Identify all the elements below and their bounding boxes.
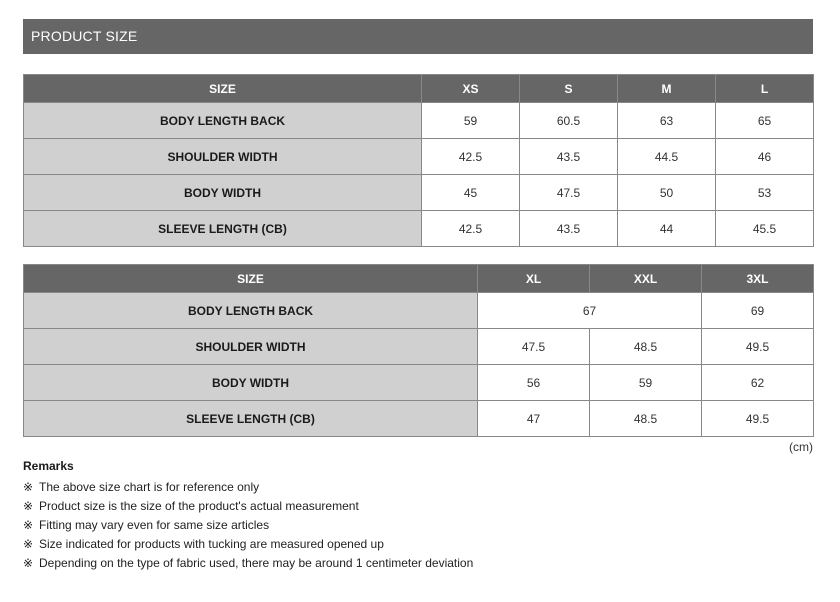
table-cell-merged: 67 (478, 293, 702, 329)
reference-mark-icon: ※ (23, 480, 34, 494)
table-row (24, 103, 814, 139)
table-row (24, 175, 814, 211)
table-row (24, 401, 814, 437)
table-row (24, 329, 814, 365)
table-cell: 48.5 (590, 401, 702, 437)
table-cell: 43.5 (520, 211, 618, 247)
table-row (24, 365, 814, 401)
table-cell: 69 (702, 293, 814, 329)
page-title: PRODUCT SIZE (23, 19, 813, 54)
table-cell: 42.5 (422, 139, 520, 175)
remark-text: Size indicated for products with tucking are measured opened up (39, 537, 384, 551)
table-cell: 46 (716, 139, 814, 175)
list-item (23, 554, 813, 573)
table-cell: 47 (478, 401, 590, 437)
row-label: BODY LENGTH BACK (24, 103, 422, 139)
table-cell: 42.5 (422, 211, 520, 247)
table-row (24, 293, 814, 329)
row-label: SLEEVE LENGTH (CB) (24, 211, 422, 247)
table-cell: 44 (618, 211, 716, 247)
reference-mark-icon: ※ (23, 518, 34, 532)
remarks-title: Remarks (23, 459, 74, 473)
table-cell: 45 (422, 175, 520, 211)
table-header-row (24, 265, 814, 293)
remarks-section (23, 459, 813, 573)
table-cell: 59 (590, 365, 702, 401)
table-cell: 53 (716, 175, 814, 211)
table-header-row (24, 75, 814, 103)
table-cell: 63 (618, 103, 716, 139)
table-row (24, 139, 814, 175)
row-label: SLEEVE LENGTH (CB) (24, 401, 478, 437)
table-cell: 49.5 (702, 329, 814, 365)
size-column-header: SIZE (24, 75, 422, 103)
table-row (24, 211, 814, 247)
table-cell: 47.5 (520, 175, 618, 211)
size-header-m: M (618, 75, 716, 103)
table-cell: 43.5 (520, 139, 618, 175)
remark-text: Depending on the type of fabric used, there may be around 1 centimeter deviation (39, 556, 474, 570)
row-label: SHOULDER WIDTH (24, 139, 422, 175)
table-cell: 56 (478, 365, 590, 401)
remarks-list (23, 478, 813, 573)
row-label: BODY WIDTH (24, 365, 478, 401)
size-header-3xl: 3XL (702, 265, 814, 293)
list-item (23, 478, 813, 497)
size-table-xl-3xl (23, 264, 814, 437)
unit-label: (cm) (789, 440, 813, 454)
size-header-l: L (716, 75, 814, 103)
table-cell: 65 (716, 103, 814, 139)
list-item (23, 497, 813, 516)
table-cell: 50 (618, 175, 716, 211)
list-item (23, 535, 813, 554)
size-table-xs-l (23, 74, 814, 247)
size-header-xs: XS (422, 75, 520, 103)
reference-mark-icon: ※ (23, 556, 34, 570)
remark-text: Product size is the size of the product's actual measurement (39, 499, 359, 513)
table-cell: 47.5 (478, 329, 590, 365)
size-header-xl: XL (478, 265, 590, 293)
table-cell: 62 (702, 365, 814, 401)
table-cell: 45.5 (716, 211, 814, 247)
remark-text: The above size chart is for reference only (39, 480, 260, 494)
list-item (23, 516, 813, 535)
table-cell: 60.5 (520, 103, 618, 139)
row-label: BODY WIDTH (24, 175, 422, 211)
reference-mark-icon: ※ (23, 499, 34, 513)
table-cell: 44.5 (618, 139, 716, 175)
table-cell: 49.5 (702, 401, 814, 437)
remark-text: Fitting may vary even for same size articles (39, 518, 270, 532)
size-column-header: SIZE (24, 265, 478, 293)
reference-mark-icon: ※ (23, 537, 34, 551)
size-header-s: S (520, 75, 618, 103)
size-header-xxl: XXL (590, 265, 702, 293)
row-label: BODY LENGTH BACK (24, 293, 478, 329)
table-cell: 59 (422, 103, 520, 139)
table-cell: 48.5 (590, 329, 702, 365)
row-label: SHOULDER WIDTH (24, 329, 478, 365)
